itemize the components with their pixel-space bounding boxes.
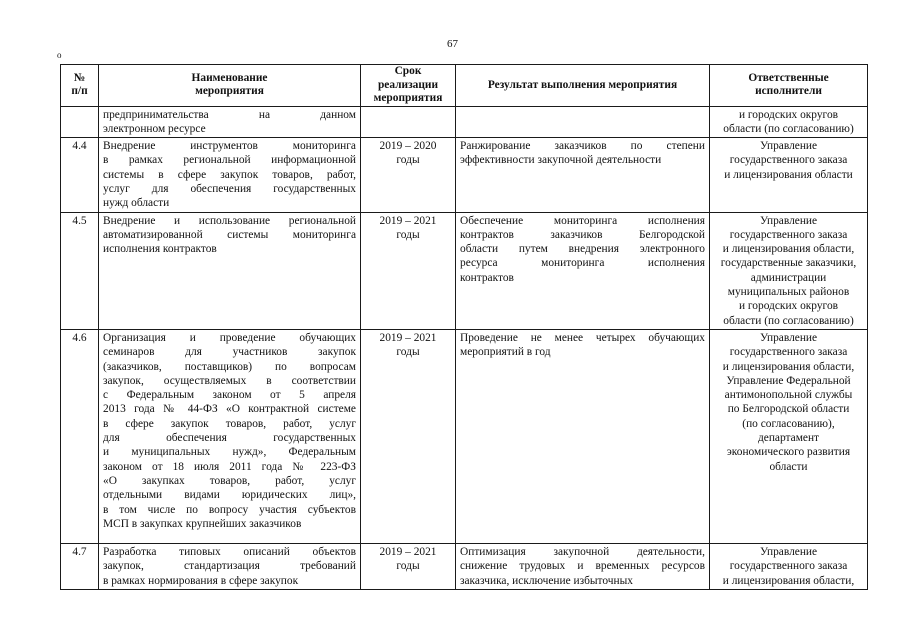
cell-text-line: электронном ресурсе xyxy=(103,122,206,135)
measure-responsible-cell xyxy=(710,543,868,589)
measure-result-cell xyxy=(456,106,710,138)
cell-text-line: в рамках региональной информационной xyxy=(103,154,356,167)
table-row xyxy=(61,106,868,138)
table-row xyxy=(61,212,868,329)
header-text-line: мероприятия xyxy=(373,92,443,104)
measure-result-cell xyxy=(456,329,710,543)
header-text-line: реализации xyxy=(377,78,439,91)
cell-text-line: Ранжирование заказчиков по степени xyxy=(460,140,705,153)
cell-text-line: законом от 18 июля 2011 года № 223-ФЗ xyxy=(103,460,356,473)
table-row xyxy=(61,138,868,212)
measure-name-cell xyxy=(99,212,361,329)
cell-text-line: (по согласованию), xyxy=(742,417,835,430)
cell-text-line: администрации xyxy=(750,271,827,284)
header-text-line: Ответственные xyxy=(748,71,829,84)
cell-text-line: области (по согласованию) xyxy=(723,314,854,327)
cell-text-line: государственного заказа xyxy=(729,560,848,573)
cell-text-line: государственного заказа xyxy=(729,228,848,241)
cell-text-line: 2019 – 2021 xyxy=(379,331,437,344)
cell-text-line: государственного заказа xyxy=(729,154,848,167)
cell-text-line: ресурса мониторинга исполнения xyxy=(460,257,705,270)
cell-text-line: контрактов xyxy=(460,271,514,284)
measure-term-cell xyxy=(361,106,456,138)
measure-name-cell xyxy=(99,543,361,589)
cell-text-line: исполнения контрактов xyxy=(103,243,217,256)
cell-text-line: Управление xyxy=(759,545,818,558)
header-text-line: п/п xyxy=(71,85,88,98)
header-term xyxy=(361,65,456,107)
cell-text-line: и городских округов xyxy=(738,300,839,313)
cell-text-line: Обеспечение мониторинга исполнения xyxy=(460,214,705,227)
cell-text-line: Управление xyxy=(759,140,818,153)
cell-text-line: антимонопольной службы xyxy=(724,389,853,402)
cell-text-line: автоматизированной системы мониторинга xyxy=(103,228,356,241)
cell-text-line: департамент xyxy=(757,432,820,445)
cell-text-line: эффективности закупочной деятельности xyxy=(460,154,662,167)
table-row xyxy=(61,543,868,589)
cell-text-line: Управление Федеральной xyxy=(726,374,851,387)
cell-text-line: 2019 – 2021 xyxy=(379,214,437,227)
cell-text-line: отдельными видами юридических лиц», xyxy=(103,489,356,502)
page-number: 67 xyxy=(447,38,458,50)
measure-number-cell: 4.5 xyxy=(61,212,99,329)
cell-text-line: МСП в закупках крупнейших заказчиков xyxy=(103,517,302,530)
header-text-line: Результат выполнения мероприятия xyxy=(487,78,678,91)
cell-text-line: в рамках нормирования в сфере закупок xyxy=(103,574,299,587)
header-text-line: мероприятия xyxy=(195,85,264,98)
measure-name-cell xyxy=(99,138,361,212)
cell-text-line: и лицензирования области, xyxy=(722,574,855,587)
cell-text-line: мероприятий в год xyxy=(460,346,551,359)
cell-text-line: закупок, стандартизация требований xyxy=(103,560,356,573)
cell-text-line: для обеспечения государственных xyxy=(103,432,356,445)
cell-text-line: Организация и проведение обучающих xyxy=(103,331,356,344)
measure-name-cell xyxy=(99,106,361,138)
table-header-row xyxy=(61,65,868,107)
cell-text-line: заказчика, исключение избыточных xyxy=(460,574,633,587)
cell-text-line: и лицензирования области xyxy=(724,168,853,181)
table-row xyxy=(61,329,868,543)
header-number xyxy=(61,65,99,107)
cell-text-line: 2013 года № 44-ФЗ «О контрактной системе xyxy=(103,403,356,416)
cell-text-line: (заказчиков, поставщиков) по вопросам xyxy=(103,360,356,373)
corner-mark: о xyxy=(57,50,62,60)
cell-text-line: годы xyxy=(396,228,420,241)
cell-text-line: Оптимизация закупочной деятельности, xyxy=(460,545,705,558)
cell-text-line: системы в сфере закупок товаров, работ, xyxy=(103,168,356,181)
measure-responsible-cell xyxy=(710,212,868,329)
measure-number-cell: 4.4 xyxy=(61,138,99,212)
cell-text-line: годы xyxy=(396,346,420,359)
cell-text-line: и лицензирования области, xyxy=(722,360,855,373)
cell-text-line: семинаров для участников закупок xyxy=(103,346,356,359)
header-text-line: Срок xyxy=(394,65,422,77)
measure-term-cell xyxy=(361,543,456,589)
cell-text-line: Внедрение инструментов мониторинга xyxy=(103,140,356,153)
cell-text-line: области xyxy=(769,460,808,473)
measure-term-cell xyxy=(361,212,456,329)
cell-text-line: государственные заказчики, xyxy=(720,257,857,270)
measure-number-cell: 4.7 xyxy=(61,543,99,589)
cell-text-line: Внедрение и использование региональной xyxy=(103,214,356,227)
cell-text-line: муниципальных районов xyxy=(727,286,850,299)
header-text-line: № xyxy=(73,71,86,84)
cell-text-line: по Белгородской области xyxy=(727,403,850,416)
header-result xyxy=(456,65,710,107)
cell-text-line: в сфере закупок товаров, работ, услуг xyxy=(103,417,356,430)
cell-text-line: экономического развития xyxy=(726,446,851,459)
cell-text-line: годы xyxy=(396,154,420,167)
cell-text-line: в том числе по вопросу участия субъектов xyxy=(103,503,356,516)
cell-text-line: области путем внедрения электронного xyxy=(460,243,705,256)
cell-text-line: государственного заказа xyxy=(729,346,848,359)
cell-text-line: Управление xyxy=(759,331,818,344)
cell-text-line: нужд области xyxy=(103,197,170,210)
measure-responsible-cell xyxy=(710,138,868,212)
cell-text-line: с Федеральным законом от 5 апреля xyxy=(103,389,356,402)
header-text-line: Наименование xyxy=(191,71,268,84)
cell-text-line: области (по согласованию) xyxy=(723,122,854,135)
cell-text-line: «О закупках товаров, работ, услуг xyxy=(103,474,356,487)
cell-text-line: 2019 – 2021 xyxy=(379,545,437,558)
measure-responsible-cell xyxy=(710,329,868,543)
measure-result-cell xyxy=(456,543,710,589)
measure-number-cell xyxy=(61,106,99,138)
measure-result-cell xyxy=(456,212,710,329)
cell-text-line: закупок, осуществляемых в соответствии xyxy=(103,374,356,387)
cell-text-line: предпринимательства на данном xyxy=(103,108,356,121)
measure-number-cell: 4.6 xyxy=(61,329,99,543)
cell-text-line: и лицензирования области, xyxy=(722,243,855,256)
measures-table xyxy=(60,64,868,590)
cell-text-line: 2019 – 2020 xyxy=(379,140,437,153)
measure-name-cell xyxy=(99,329,361,543)
header-responsible xyxy=(710,65,868,107)
cell-text-line: контрактов заказчиков Белгородской xyxy=(460,228,705,241)
header-measure-name xyxy=(99,65,361,107)
cell-text-line: Разработка типовых описаний объектов xyxy=(103,545,356,558)
cell-text-line: услуг для обеспечения государственных xyxy=(103,182,356,195)
measure-term-cell xyxy=(361,138,456,212)
measure-responsible-cell xyxy=(710,106,868,138)
cell-text-line: Управление xyxy=(759,214,818,227)
cell-text-line: годы xyxy=(396,560,420,573)
header-text-line: исполнители xyxy=(755,85,822,98)
cell-text-line: и городских округов xyxy=(738,108,839,121)
cell-text-line: и муниципальных нужд», Федеральным xyxy=(103,446,356,459)
measure-result-cell xyxy=(456,138,710,212)
cell-text-line: Проведение не менее четырех обучающих xyxy=(460,331,705,344)
measure-term-cell xyxy=(361,329,456,543)
cell-text-line: снижение трудовых и временных ресурсов xyxy=(460,560,705,573)
